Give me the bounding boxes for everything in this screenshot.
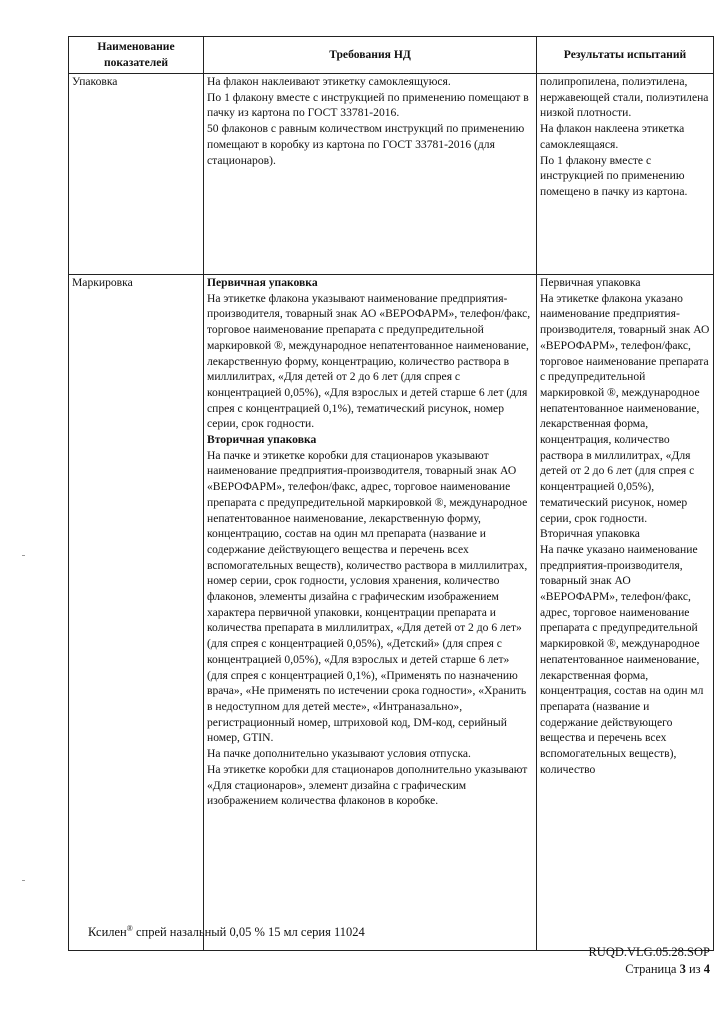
req-secondary-title: Вторичная упаковка: [207, 433, 317, 447]
table-row-packaging: [69, 74, 714, 275]
document-code: RUQD.VLG.05.28.SOP: [588, 945, 710, 959]
row-name-packaging: Упаковка: [69, 74, 204, 275]
header-results: Результаты испытаний: [537, 37, 714, 74]
packaging-req-line: На флакон наклеивают этикетку самоклеящуюся.: [207, 75, 451, 88]
registered-mark: ®: [126, 924, 133, 933]
marking-results: [537, 275, 714, 951]
page-of: из: [685, 962, 704, 976]
marking-requirements: [204, 275, 537, 951]
req-extra-release: На пачке дополнительно указывают условия отпуска.: [207, 747, 471, 761]
page-total: 4: [703, 962, 710, 976]
res-primary-title: Первичная упаковка: [540, 276, 641, 289]
req-primary-title: Первичная упаковка: [207, 276, 318, 289]
res-secondary-title: Вторичная упаковка: [540, 527, 640, 541]
margin-mark: [22, 555, 25, 556]
footer-product: [88, 924, 365, 940]
footer-document-info: [588, 944, 710, 978]
req-primary-text: На этикетке флакона указывают наименование предприятия-производителя, товарный знак АО «ВЕРОФАРМ», телефон/факс, торговое наименование препарата с предупредительной маркировкой ®, международное непатентованное наименование, лекарственную форму, концентрацию, количество раствора в миллилитрах, «Для детей от 2 до 6 лет (для спрея с концентрацией 0,05%), «Для взрослых и детей старше 6 лет (для спрея с концентрацией 0,1%), тематический рисунок, номер серии, срок годности.: [207, 291, 531, 431]
res-primary-text: На этикетке флакона указано наименование предприятия-производителя, товарный знак АО «ВЕРОФАРМ», телефон/факс, торговое наименование препарата с предупредительной маркировкой ®, международное непатентованное наименование, лекарственная форма, концентрация, количество раствора в миллилитрах, «Для детей от 2 до 6 лет (для спрея с концентрацией 0,05%), тематический рисунок, номер серии, срок годности.: [540, 291, 710, 525]
table-row-marking: [69, 275, 714, 951]
packaging-res-line: По 1 флакону вместе с инструкцией по применению помещено в пачку из картона.: [540, 153, 688, 198]
row-name-marking: Маркировка: [69, 275, 204, 951]
packaging-res-line: На флакон наклеена этикетка самоклеящаяся.: [540, 122, 685, 151]
packaging-results: [537, 74, 714, 275]
packaging-req-line: 50 флаконов с равным количеством инструкций по применению помещают в коробку из картона по ГОСТ 33781-2016 (для стационаров).: [207, 122, 525, 167]
page-number: [588, 961, 710, 978]
table-header-row: [69, 37, 714, 74]
page-current: 3: [679, 962, 686, 976]
req-secondary-text: На пачке и этикетке коробки для стационаров указывают наименование предприятия-производителя, товарный знак АО «ВЕРОФАРМ», телефон/факс, адрес, торговое наименование препарата с предупредительной маркировкой ®, международное непатентованное наименование, лекарственную форму, концентрацию, состав на один мл препарата (название и содержание действующего вещества и перечень всех вспомогательных веществ), количество раствора в миллилитрах, номер серии, срок годности, условия хранения, количество флаконов, элементы дизайна с графическим изображением характера первичной упаковки, концентрации препарата и количества препарата в миллилитрах, «Для детей от 2 до 6 лет» (для спрея с концентрацией 0,05%), «Детский» (для спрея с концентрацией 0,05%), «Для взрослых и детей старше 6 лет» (для спрея с концентрацией 0,1%), «Применять по назначению врача», «Не применять по истечении срока годности», «Хранить в недоступном для детей месте», «Интраназально», регистрационный номер, штриховой код, DM-код, серийный номер, GTIN.: [207, 448, 528, 745]
specification-table: [68, 36, 714, 951]
packaging-res-line: полипропилена, полиэтилена, нержавеющей стали, полиэтилена низкой плотности.: [540, 75, 709, 120]
packaging-req-line: По 1 флакону вместе с инструкцией по применению помещают в пачку из картона по ГОСТ 33781-2016.: [207, 90, 529, 120]
product-name: Ксилен: [88, 925, 127, 940]
packaging-requirements: [204, 74, 537, 275]
header-indicator: Наименование показателей: [69, 37, 204, 74]
product-details: спрей назальный 0,05 % 15 мл серия 11024: [132, 925, 365, 940]
req-extra-hospital: На этикетке коробки для стационаров дополнительно указывают «Для стационаров», элемент дизайна с графическим изображением количества флаконов в коробке.: [207, 762, 528, 808]
margin-mark: [22, 880, 25, 881]
header-requirements: Требования НД: [204, 37, 537, 74]
res-secondary-text: На пачке указано наименование предприятия-производителя, товарный знак АО «ВЕРОФАРМ», телефон/факс, адрес, торговое наименование препарата с предупредительной маркировкой ®, международное непатентованное наименование, лекарственная форма, концентрация, состав на один мл препарата (название и содержание действующего вещества и перечень всех вспомогательных веществ), количество: [540, 542, 704, 776]
page-word: Страница: [625, 962, 680, 976]
